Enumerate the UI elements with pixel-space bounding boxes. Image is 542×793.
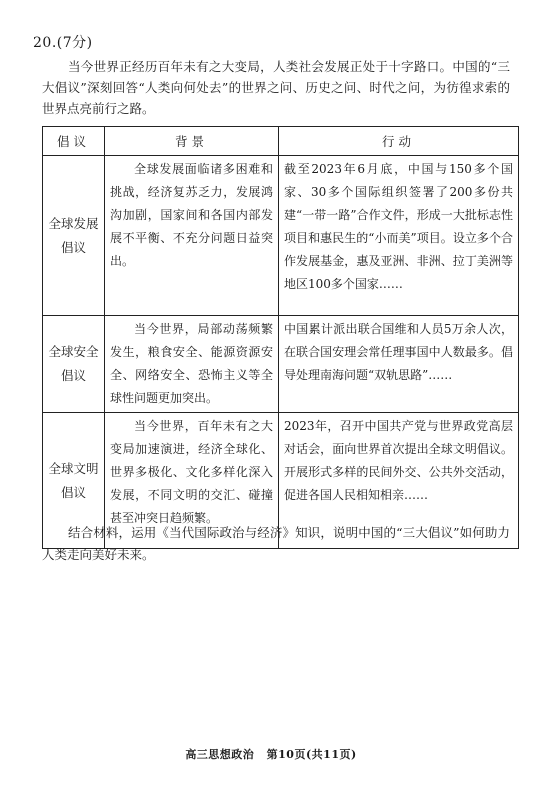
page-footer	[0, 746, 542, 762]
action-cell: 中国累计派出联合国维和人员5万余人次，在联合国安理会常任理事国中人数最多。倡导处理南海问题“双轨思路”……	[279, 316, 519, 413]
initiative-cell	[43, 156, 105, 316]
initiative-cell	[43, 316, 105, 413]
initiative-label: 全球发展倡议	[48, 215, 99, 255]
footer-subject: 高三思想政治	[185, 748, 255, 761]
table-header-row	[43, 127, 519, 156]
background-cell: 全球发展面临诸多困难和挑战，经济复苏乏力，发展鸿沟加剧，国家间和各国内部发展不平衡、不充分问题日益突出。	[105, 156, 279, 316]
header-initiative: 倡议	[43, 127, 105, 156]
action-cell: 截至2023年6月底，中国与150多个国家、30多个国际组织签署了200多份共建“一带一路”合作文件，形成一大批标志性项目和惠民生的“小而美”项目。设立多个合作发展基金，惠及亚洲、非洲、拉丁美洲等地区100多个国家……	[279, 156, 519, 316]
background-cell: 当今世界，局部动荡频繁发生，粮食安全、能源资源安全、网络安全、恐怖主义等全球性问题更加突出。	[105, 316, 279, 413]
table-row	[43, 316, 519, 413]
header-action: 行动	[279, 127, 519, 156]
question-number: 20.(7分)	[33, 35, 93, 51]
question-intro: 当今世界正经历百年未有之大变局，人类社会发展正处于十字路口。中国的“三大倡议”深刻回答“人类向何处去”的世界之问、历史之问、时代之问，为彷徨求索的世界点亮前行之路。	[42, 59, 510, 116]
footer-page-number: 第10页(共11页)	[266, 748, 357, 761]
action-cell: 2023年，召开中国共产党与世界政党高层对话会，面向世界首次提出全球文明倡议。开展形式多样的民间外交、公共外交活动，促进各国人民相知相亲……	[279, 413, 519, 549]
table-row	[43, 156, 519, 316]
background-cell: 当今世界，百年未有之大变局加速演进，经济全球化、世界多极化、文化多样化深入发展，不同文明的交汇、碰撞甚至冲突日趋频繁。	[105, 413, 279, 549]
header-background: 背景	[105, 127, 279, 156]
materials-table	[42, 126, 519, 549]
initiative-label: 全球文明倡议	[48, 460, 99, 500]
initiative-label: 全球安全倡议	[48, 344, 99, 383]
question-task: 结合材料，运用《当代国际政治与经济》知识，说明中国的“三大倡议”如何助力人类走向美好未来。	[42, 525, 510, 562]
